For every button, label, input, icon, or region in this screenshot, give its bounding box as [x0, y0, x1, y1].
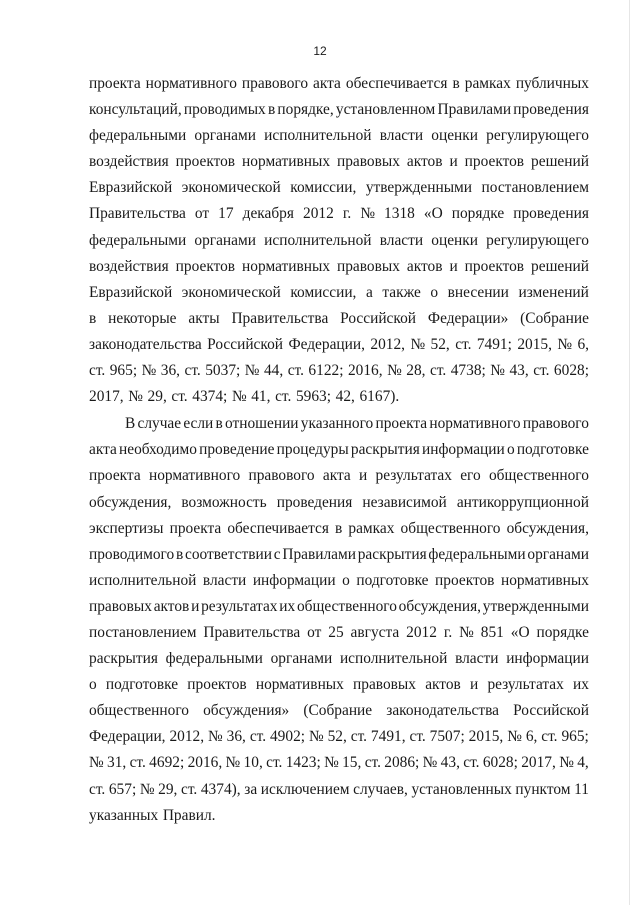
word: Российской	[340, 309, 417, 327]
word: №	[360, 205, 375, 223]
word: обсуждения»	[203, 702, 290, 720]
word: воздействия	[89, 257, 169, 275]
word: 7491,	[370, 728, 406, 746]
word: законодательства	[89, 335, 202, 353]
word: случаев,	[353, 780, 408, 798]
paragraph	[89, 71, 589, 410]
word: №	[231, 388, 247, 406]
text-line	[89, 332, 589, 358]
text-line	[89, 568, 589, 594]
word: №	[324, 754, 339, 772]
word: №	[490, 362, 505, 380]
word: ст.	[350, 728, 367, 746]
text-line	[89, 175, 589, 201]
word: 2016,	[347, 362, 383, 380]
word: Евразийской	[89, 179, 173, 197]
word: в	[452, 75, 460, 92]
word: 43,	[509, 362, 529, 380]
word: актов	[425, 676, 461, 694]
text-line	[89, 750, 589, 776]
word: ст.	[455, 335, 472, 353]
word: Правилами	[437, 101, 512, 119]
word: от	[194, 205, 210, 223]
word: 2012	[406, 623, 437, 641]
word: проектов	[464, 153, 525, 171]
word: некоторые	[108, 309, 177, 327]
word: №	[410, 335, 426, 353]
word: органами	[270, 650, 333, 668]
text-line	[89, 280, 589, 306]
word: внесении	[447, 283, 509, 301]
word: 10,	[243, 754, 263, 772]
word: исполнительной	[89, 571, 197, 589]
word: общественного	[400, 519, 501, 537]
word: за	[244, 780, 258, 798]
word: 4,	[577, 754, 589, 772]
word: проектов	[175, 153, 236, 171]
word: 15,	[342, 754, 362, 772]
word: Российской	[207, 335, 284, 353]
word: правовых	[336, 153, 400, 171]
word: решений	[531, 153, 589, 171]
word: регулирующего	[486, 127, 589, 145]
word: 6167).	[359, 388, 400, 406]
text-line	[89, 672, 589, 698]
word: 29,	[147, 388, 167, 406]
word: правовых	[89, 597, 152, 615]
word: нормативных	[255, 676, 344, 694]
word: 2016,	[187, 754, 223, 772]
word: 7491;	[476, 335, 512, 353]
word: 17	[218, 205, 234, 223]
word: ст.	[364, 754, 381, 772]
word: экономической	[181, 283, 281, 301]
word: проектов	[435, 571, 495, 589]
word: 28,	[406, 362, 426, 380]
text-line	[89, 777, 589, 803]
word: порядке,	[277, 101, 334, 119]
word: общественного	[296, 597, 397, 615]
word: ст.	[181, 780, 198, 798]
word: «О	[510, 623, 530, 641]
word: органами	[194, 127, 256, 145]
word: утвержденными	[482, 597, 589, 615]
word: Евразийской	[89, 283, 173, 301]
word: постановлением	[481, 179, 589, 197]
word: утвержденными	[365, 179, 473, 197]
word: Федерации,	[89, 728, 166, 746]
word: 6028;	[553, 362, 589, 380]
word: ст.	[184, 362, 201, 380]
word: 2012,	[169, 728, 205, 746]
text-line	[89, 437, 589, 463]
word: 6028;	[482, 754, 518, 772]
word: и	[469, 676, 479, 694]
word: о	[506, 441, 515, 459]
word: их	[279, 597, 296, 615]
text-line	[89, 306, 589, 332]
word: антикоррупционной	[456, 493, 589, 511]
word: нормативного	[429, 415, 521, 433]
word: ст.	[409, 728, 426, 746]
word: 2012	[303, 205, 334, 223]
word: постановлением	[89, 623, 197, 641]
word: №	[89, 754, 104, 772]
word: власти	[202, 571, 247, 589]
text-line	[89, 803, 589, 829]
word: в	[335, 519, 343, 537]
word: подготовке	[516, 441, 589, 459]
word: «О	[423, 205, 443, 223]
word: нормативных	[242, 257, 331, 275]
word: 5963;	[295, 388, 332, 406]
word: В	[125, 415, 136, 433]
page-number: 12	[313, 44, 327, 58]
word: проекта	[375, 415, 428, 433]
word: общественного	[89, 702, 189, 720]
word: 4692;	[149, 754, 185, 772]
word: проекта	[169, 519, 222, 537]
word: проекта	[89, 467, 141, 485]
word: комиссии,	[290, 283, 357, 301]
word: а	[365, 283, 373, 301]
word: и	[449, 257, 458, 275]
word: ст.	[89, 780, 106, 798]
word: обсуждения,	[506, 519, 589, 537]
text-line	[89, 149, 589, 175]
word: №	[559, 754, 574, 772]
word: ст.	[541, 728, 558, 746]
word: информации	[506, 650, 589, 668]
word: обеспечивается	[227, 519, 329, 537]
word: нормативных	[500, 571, 589, 589]
word: решений	[531, 257, 589, 275]
word: (Собрание	[303, 702, 373, 720]
text-line	[89, 516, 589, 542]
word: 42,	[335, 388, 355, 406]
text-line	[89, 97, 589, 123]
word: проводимых	[183, 101, 266, 119]
word: оценки	[431, 231, 478, 249]
text-line	[89, 594, 589, 620]
word: власти	[379, 127, 424, 145]
word: проекта	[89, 75, 141, 92]
word: процедуры	[276, 441, 349, 459]
word: проектов	[175, 257, 236, 275]
word: №	[139, 780, 155, 798]
word: установленном	[335, 101, 436, 119]
word: и	[191, 597, 200, 615]
word: правового	[248, 467, 315, 485]
word: Федерации»	[427, 309, 509, 327]
word: 7507;	[429, 728, 465, 746]
word: 657;	[108, 780, 137, 798]
text-line	[89, 411, 589, 437]
word: августа	[350, 623, 400, 641]
word: экспертизы	[89, 519, 164, 537]
word: подготовке	[356, 571, 429, 589]
word: актов	[406, 257, 443, 275]
word: федеральными	[89, 231, 187, 249]
word: правового	[522, 415, 589, 433]
word: 965;	[561, 728, 589, 746]
word: установленных	[411, 780, 512, 798]
word: ст.	[463, 754, 480, 772]
word: проектов	[464, 257, 525, 275]
word: 4738;	[450, 362, 486, 380]
word: Правилами	[282, 545, 356, 563]
word: раскрытия	[350, 441, 420, 459]
word: независимой	[362, 493, 447, 511]
word: необходимо	[119, 441, 197, 459]
word: власти	[455, 650, 499, 668]
word: 31,	[107, 754, 127, 772]
word: рамках	[348, 519, 395, 537]
word: 6122;	[308, 362, 344, 380]
word: 5037;	[205, 362, 241, 380]
word: №	[507, 728, 522, 746]
word: экономической	[181, 179, 281, 197]
word: ст.	[266, 754, 283, 772]
word: законодательства	[386, 702, 499, 720]
word: Российской	[513, 702, 589, 720]
word: раскрытия	[89, 650, 158, 668]
word: Правительства	[231, 309, 329, 327]
word: 41,	[251, 388, 271, 406]
word: ст.	[533, 362, 550, 380]
word: 52,	[327, 728, 347, 746]
text-line	[89, 698, 589, 724]
word: ст.	[275, 388, 292, 406]
word: 965;	[109, 362, 138, 380]
word: №	[244, 362, 260, 380]
word: консультаций,	[89, 101, 182, 119]
word: указанных	[89, 806, 159, 824]
word: 2086;	[384, 754, 420, 772]
word: проведения	[513, 101, 589, 119]
word: 2017,	[89, 388, 124, 406]
word: их	[573, 676, 589, 694]
word: ст.	[287, 362, 304, 380]
word: оценки	[431, 127, 478, 145]
word: результатах	[375, 467, 452, 485]
word: регулирующего	[486, 231, 589, 249]
word: №	[422, 754, 438, 772]
word: воздействия	[89, 153, 169, 171]
text-line	[89, 490, 589, 516]
word: акты	[188, 309, 220, 327]
word: №	[128, 388, 143, 406]
word: ст.	[89, 362, 106, 380]
word: в	[215, 415, 223, 433]
word: также	[382, 283, 421, 301]
word: правового	[241, 75, 309, 92]
word: порядке	[451, 205, 505, 223]
word: 36,	[226, 728, 246, 746]
word: 4374;	[192, 388, 228, 406]
word: правовых	[353, 676, 416, 694]
word: г.	[443, 623, 453, 641]
word: 52,	[430, 335, 450, 353]
word: изменений	[518, 283, 589, 301]
word: (Собрание	[520, 309, 589, 327]
word: Федерации,	[288, 335, 365, 353]
word: информации	[421, 441, 505, 459]
word: обсуждения,	[398, 597, 481, 615]
text-line	[89, 123, 589, 149]
text-line	[89, 463, 589, 489]
word: Правил.	[162, 806, 216, 824]
word: №	[308, 728, 324, 746]
word: если	[183, 415, 214, 433]
word: проектов	[187, 676, 247, 694]
text-line	[89, 646, 589, 672]
word: отношении	[225, 415, 299, 433]
word: с	[273, 545, 281, 563]
word: 25	[328, 623, 344, 641]
word: 2012,	[370, 335, 406, 353]
word: органами	[527, 545, 589, 563]
word: органами	[194, 231, 256, 249]
word: результатах	[201, 597, 278, 615]
word: исполнительной	[264, 127, 372, 145]
word: нормативного	[145, 75, 237, 92]
word: №	[459, 623, 474, 641]
word: 44,	[263, 362, 284, 380]
word: обеспечивается	[345, 75, 448, 92]
word: исключением	[260, 780, 350, 798]
text-line	[89, 254, 589, 280]
text-line	[89, 542, 589, 568]
word: ст.	[249, 728, 267, 746]
word: федеральными	[165, 650, 263, 668]
word: 4902;	[269, 728, 306, 746]
word: 6,	[577, 335, 589, 353]
word: в	[89, 309, 97, 327]
word: 43,	[440, 754, 460, 772]
word: 36,	[160, 362, 181, 380]
word: ст.	[430, 362, 447, 380]
word: 2015,	[517, 335, 552, 353]
word: 6,	[525, 728, 538, 746]
word: раскрытия	[357, 545, 427, 563]
word: акта	[313, 75, 341, 92]
word: правовых	[336, 257, 400, 275]
paragraph	[89, 411, 589, 829]
word: 2015,	[468, 728, 504, 746]
word: от	[307, 623, 322, 641]
word: проводимого	[89, 545, 175, 563]
text-line	[89, 228, 589, 254]
word: нормативных	[242, 153, 331, 171]
word: исполнительной	[264, 231, 372, 249]
word: и	[449, 153, 458, 171]
text-line	[89, 620, 589, 646]
word: №	[225, 754, 241, 772]
word: 1318	[384, 205, 415, 223]
word: ст.	[129, 754, 146, 772]
word: рамках	[464, 75, 511, 92]
word: декабря	[242, 205, 294, 223]
word: федеральными	[89, 127, 187, 145]
text-line	[89, 71, 589, 97]
word: обсуждения,	[89, 493, 172, 511]
text-line	[89, 201, 589, 227]
word: пунктом	[515, 780, 571, 798]
word: порядке	[536, 623, 589, 641]
word: публичных	[515, 75, 589, 92]
word: актов	[153, 597, 190, 615]
word: власти	[379, 231, 424, 249]
word: о	[430, 283, 439, 301]
word: о	[342, 571, 350, 589]
word: указанного	[300, 415, 374, 433]
word: 851	[480, 623, 504, 641]
word: №	[141, 362, 157, 380]
word: проведение	[199, 441, 275, 459]
word: в	[267, 101, 276, 119]
word: 4374),	[200, 780, 241, 798]
word: Правительства	[203, 623, 301, 641]
scan-edge-line	[629, 0, 630, 905]
word: №	[387, 362, 402, 380]
text-line	[89, 384, 589, 410]
word: комиссии,	[290, 179, 357, 197]
word: соответствии	[184, 545, 272, 563]
word: г.	[342, 205, 352, 223]
word: нормативного	[148, 467, 241, 485]
word: результатах	[487, 676, 564, 694]
word: №	[557, 335, 573, 353]
word: 2017,	[521, 754, 556, 772]
word: исполнительной	[339, 650, 448, 668]
word: случае	[137, 415, 182, 433]
text-line	[89, 358, 589, 384]
document-body	[89, 71, 589, 829]
word: актов	[406, 153, 443, 171]
word: №	[208, 728, 223, 746]
word: информации	[252, 571, 336, 589]
word: подготовке	[105, 676, 179, 694]
word: проведения	[276, 493, 353, 511]
word: общественного	[488, 467, 589, 485]
word: в	[175, 545, 184, 563]
word: и	[359, 467, 368, 485]
word: 11	[574, 780, 589, 798]
word: 29,	[158, 780, 178, 798]
word: 1423;	[285, 754, 321, 772]
word: ст.	[171, 388, 188, 406]
word: его	[460, 467, 481, 485]
word: акта	[89, 441, 117, 459]
word: проведения	[513, 205, 589, 223]
word: Правительства	[89, 205, 186, 223]
word: возможность	[181, 493, 267, 511]
word: акта	[322, 467, 351, 485]
word: федеральными	[428, 545, 526, 563]
text-line	[89, 724, 589, 750]
word: о	[89, 676, 97, 694]
